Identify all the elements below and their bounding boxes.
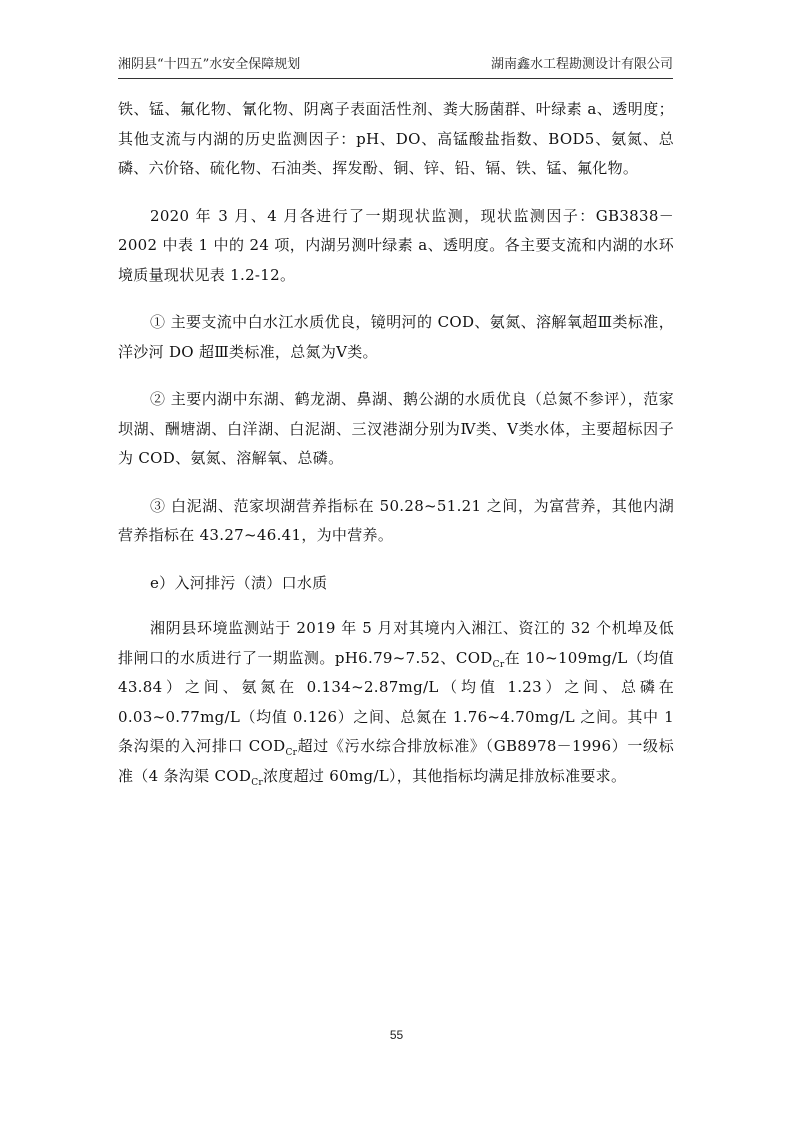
header-company-name: 湖南鑫水工程勘测设计有限公司 [490, 57, 673, 72]
paragraph-inner-lake-quality: ② 主要内湖中东湖、鹤龙湖、鼻湖、鹅公湖的水质优良（总氮不参评），范家坝湖、酬塘湖、白洋湖、白泥湖、三汊港湖分别为Ⅳ类、Ⅴ类水体，主要超标因子为 COD、氨氮、溶解氧、总磷。 [118, 390, 674, 467]
cod-subscript-2: Cr [285, 748, 298, 758]
header-divider [118, 78, 673, 79]
page-number: 55 [389, 1028, 404, 1042]
paragraph-monitoring-factors: 铁、锰、氟化物、氰化物、阴离子表面活性剂、粪大肠菌群、叶绿素 a、透明度；其他支流与内湖的历史监测因子：pH、DO、高锰酸盐指数、BOD5、氨氮、总磷、六价铬、硫化物、石油类、挥发酚、铜、锌、铅、镉、铁、锰、氟化物。 [118, 100, 674, 177]
page-body [118, 95, 674, 809]
cod-subscript-1: Cr [492, 659, 505, 670]
paragraph-tributary-quality: ① 主要支流中白水江水质优良，镜明河的 COD、氨氮、溶解氧超Ⅲ类标准，洋沙河 DO 超Ⅲ类标准，总氮为Ⅴ类。 [118, 313, 674, 361]
subsection-heading-outfall: e）入河排污（渍）口水质 [150, 573, 328, 592]
outfall-text-part-2: 在 10~109mg/L（均值 43.84）之间、氨氮在 0.134~2.87mg/L（均值 1.23）之间、总磷在 0.03~0.77mg/L（均值 0.126）之间、总氮在 1.76~4.70mg/L 之间。其中 1 条沟渠的入河排口 COD [118, 648, 674, 755]
outfall-text-part-3: 超过《污水综合排放标准》（GB8978－1996）一级标准（4 条沟渠 COD [118, 737, 674, 785]
page-header [118, 54, 673, 76]
cod-subscript-3: Cr [251, 777, 263, 788]
header-document-title: 湘阴县“十四五”水安全保障规划 [118, 57, 301, 72]
outfall-text-part-1: 湘阴县环境监测站于 2019 年 5 月对其境内入湘江、资江的 32 个机埠及低排闸口的水质进行了一期监测。pH6.79~7.52、COD [118, 619, 674, 667]
paragraph-nutrient-index: ③ 白泥湖、范家坝湖营养指标在 50.28~51.21 之间，为富营养，其他内湖营养指标在 43.27~46.41，为中营养。 [118, 496, 674, 544]
outfall-text-part-4: 浓度超过 60mg/L），其他指标均满足排放标准要求。 [262, 766, 627, 785]
paragraph-2020-monitoring: 2020 年 3 月、4 月各进行了一期现状监测，现状监测因子：GB3838－2002 中表 1 中的 24 项，内湖另测叶绿素 a、透明度。各主要支流和内湖的水环境质量现状见表 1.2-12。 [118, 206, 674, 284]
paragraph-outfall-monitoring [118, 614, 674, 791]
